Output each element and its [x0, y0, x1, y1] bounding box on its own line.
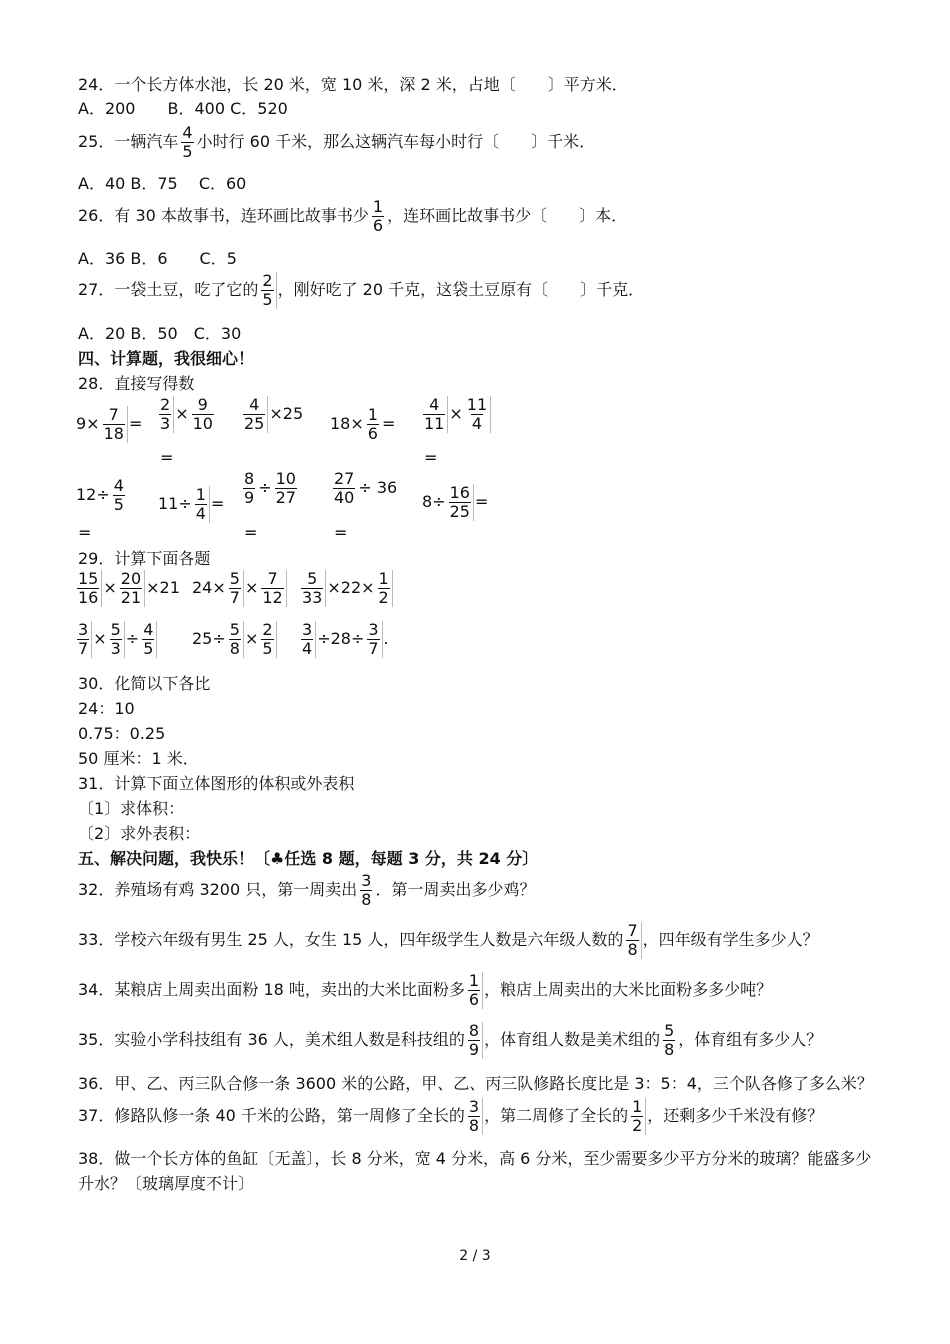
- q33: [78, 922, 819, 959]
- operator: ×: [449, 404, 463, 423]
- numerator: 1: [468, 971, 480, 990]
- q33-post: ，四年级有学生多少人？: [642, 930, 819, 949]
- operator: ×: [93, 629, 107, 648]
- denominator: 25: [449, 502, 470, 521]
- fraction: [108, 621, 125, 658]
- numerator: 2: [160, 395, 171, 414]
- equals-sign: =: [78, 523, 92, 542]
- q27-pre: 27．一袋土豆，吃了它的: [78, 280, 259, 299]
- denominator: 5: [262, 290, 273, 309]
- fraction: [259, 621, 276, 658]
- fraction: [241, 470, 257, 507]
- denominator: 8: [468, 1116, 480, 1135]
- q32-pre: 32．养殖场有鸡 3200 只，第一周卖出: [78, 880, 358, 899]
- q28-r1-e4: [330, 406, 395, 443]
- equals-sign: =: [160, 448, 174, 467]
- numerator: 8: [468, 1021, 480, 1040]
- expr-middle: ÷28÷: [317, 629, 365, 648]
- expr-suffix: ×21: [146, 578, 180, 597]
- numerator: 4: [249, 395, 260, 414]
- q31-part-1: 〔1〕求体积：: [78, 799, 185, 818]
- denominator: 33: [302, 588, 323, 607]
- q35-pre: 35．实验小学科技组有 36 人，美术组人数是科技组的: [78, 1030, 465, 1049]
- fraction: [190, 396, 216, 433]
- operator: ×: [103, 578, 117, 597]
- denominator: 25: [244, 414, 265, 433]
- fraction: [624, 922, 641, 959]
- q34-pre: 34．某粮店上周卖出面粉 18 吨，卖出的大米比面粉多: [78, 980, 465, 999]
- denominator: 7: [78, 639, 89, 658]
- q28-r1-e5: [420, 396, 492, 433]
- q25: [78, 124, 595, 161]
- numerator: 9: [197, 395, 208, 414]
- numerator: 3: [468, 1097, 480, 1116]
- q32: [78, 872, 535, 909]
- numerator: 5: [307, 569, 318, 588]
- q24-options: A．200 B．400 C．520: [78, 99, 288, 118]
- q28-title: 28．直接写得数: [78, 374, 195, 393]
- fraction: [365, 406, 381, 443]
- denominator: 10: [192, 414, 213, 433]
- expr-suffix: .: [383, 629, 389, 648]
- operator: ÷: [125, 629, 140, 648]
- q34: [78, 972, 772, 1009]
- expr-prefix: 11÷: [158, 494, 192, 513]
- numerator: 1: [195, 485, 206, 504]
- expr-prefix: 18×: [330, 414, 364, 433]
- fraction: [299, 570, 326, 607]
- q25-post: 小时行 60 千米，那么这辆汽车每小时行〔 〕千米．: [196, 132, 596, 151]
- denominator: 6: [372, 216, 384, 235]
- q30-ratio-b: 0.75：0.25: [78, 724, 166, 743]
- fraction: [299, 621, 316, 658]
- denominator: 27: [275, 488, 296, 507]
- q29-expr-1: [74, 570, 180, 607]
- q29-title: 29．计算下面各题: [78, 549, 211, 568]
- numerator: 8: [244, 469, 255, 488]
- q28-r2-e1: [76, 477, 128, 514]
- denominator: 6: [367, 424, 378, 443]
- q29-expr-2: [192, 570, 288, 607]
- operator: ×: [244, 629, 259, 648]
- q28-r2-e5: [422, 484, 488, 521]
- q37: [78, 1098, 823, 1135]
- numerator: 5: [229, 620, 240, 639]
- numerator: 5: [110, 620, 121, 639]
- expr-suffix: ×25: [269, 404, 304, 423]
- q26-pre: 26．有 30 本故事书，连环画比故事书少: [78, 206, 369, 225]
- expr-suffix: =: [128, 414, 143, 433]
- fraction: [140, 621, 157, 658]
- fraction: [118, 570, 145, 607]
- fraction: [273, 470, 299, 507]
- numerator: 1: [372, 197, 384, 216]
- q28-r2-e3: [240, 470, 300, 507]
- q33-pre: 33．学校六年级有男生 25 人，女生 15 人，四年级学生人数是六年级人数的: [78, 930, 624, 949]
- denominator: 4: [302, 639, 313, 658]
- equals-sign: =: [244, 523, 258, 542]
- numerator: 5: [229, 569, 240, 588]
- fraction: [111, 477, 127, 514]
- fraction: [193, 486, 210, 523]
- expr-prefix: 25÷: [192, 629, 226, 648]
- denominator: 11: [424, 414, 445, 433]
- q26-options: A．36 B．6 C．5: [78, 249, 237, 268]
- equals-sign: =: [334, 523, 348, 542]
- q37-pre: 37．修路队修一条 40 千米的公路，第一周修了全长的: [78, 1106, 465, 1125]
- numerator: 4: [182, 123, 193, 142]
- q24-text: 24．一个长方体水池，长 20 米，宽 10 米，深 2 米，占地〔 〕平方米．: [78, 75, 628, 94]
- page-number: 2 / 3: [459, 1248, 491, 1264]
- numerator: 3: [78, 620, 89, 639]
- section-4-title: 四、计算题，我很细心！: [78, 349, 255, 368]
- denominator: 18: [103, 424, 124, 443]
- q25-pre: 25．一辆汽车: [78, 132, 179, 151]
- q28-r1-e1: [76, 406, 142, 443]
- q28-r2-e2: [158, 486, 224, 523]
- section-5-title: 五、解决问题，我快乐！〔♣任选 8 题，每题 3 分，共 24 分〕: [78, 849, 539, 868]
- numerator: 20: [120, 569, 142, 588]
- denominator: 16: [78, 588, 99, 607]
- fraction: [376, 570, 393, 607]
- expr-prefix: 12÷: [76, 485, 110, 504]
- expr-prefix: 9×: [76, 414, 100, 433]
- fraction: [157, 396, 174, 433]
- numerator: 3: [361, 871, 372, 890]
- fraction: [466, 972, 483, 1009]
- q27-post: ，刚好吃了 20 千克，这袋土豆原有〔 〕千克．: [277, 280, 645, 299]
- q25-options: A．40 B．75 C．60: [78, 174, 247, 193]
- fraction: [75, 570, 102, 607]
- fraction: [241, 396, 268, 433]
- numerator: 16: [449, 483, 470, 502]
- q29-expr-6: [298, 621, 389, 658]
- q35: [78, 1022, 822, 1059]
- denominator: 8: [361, 890, 372, 909]
- operator: ×: [175, 404, 189, 423]
- expr-prefix: 24×: [192, 578, 226, 597]
- q28-r2-e4: [330, 470, 397, 507]
- q30-ratio-c: 50 厘米：1 米．: [78, 749, 199, 768]
- numerator: 11: [466, 395, 488, 414]
- numerator: 15: [78, 569, 99, 588]
- fraction: [466, 1098, 483, 1135]
- q29-expr-5: [192, 621, 278, 658]
- operator: ×: [244, 578, 259, 597]
- q29-expr-3: [298, 570, 394, 607]
- fraction: [370, 198, 386, 235]
- denominator: 4: [471, 414, 483, 433]
- denominator: 6: [468, 990, 480, 1009]
- numerator: 4: [429, 395, 440, 414]
- numerator: 7: [627, 921, 638, 940]
- q37-post: ，还剩多少千米没有修？: [647, 1106, 824, 1125]
- denominator: 9: [244, 488, 255, 507]
- denominator: 2: [632, 1116, 643, 1135]
- fraction: [661, 1022, 677, 1059]
- denominator: 3: [110, 639, 121, 658]
- fraction: [464, 396, 491, 433]
- q37-mid: ，第二周修了全长的: [484, 1106, 629, 1125]
- numerator: 1: [367, 405, 378, 424]
- q35-mid: ，体育组人数是美术组的: [484, 1030, 661, 1049]
- q31-title: 31．计算下面立体图形的体积或外表积: [78, 774, 355, 793]
- denominator: 7: [229, 588, 240, 607]
- denominator: 5: [143, 639, 154, 658]
- fraction: [629, 1098, 646, 1135]
- fraction: [227, 621, 244, 658]
- q38-line-1: 38．做一个长方体的鱼缸〔无盖〕，长 8 分米，宽 4 分米，高 6 分米，至少需要多少平方分米的玻璃？能盛多少: [78, 1149, 872, 1168]
- fraction: [365, 621, 382, 658]
- numerator: 7: [267, 569, 278, 588]
- fraction: [331, 470, 357, 507]
- denominator: 8: [627, 940, 638, 959]
- numerator: 5: [664, 1021, 675, 1040]
- denominator: 40: [334, 488, 355, 507]
- q26-post: ，连环画比故事书少〔 〕本．: [387, 206, 628, 225]
- denominator: 21: [120, 588, 142, 607]
- denominator: 5: [182, 142, 193, 161]
- denominator: 7: [368, 639, 379, 658]
- q30-ratio-a: 24：10: [78, 699, 135, 718]
- q32-post: ．第一周卖出多少鸡？: [375, 880, 536, 899]
- fraction: [75, 621, 92, 658]
- q34-post: ，粮店上周卖出的大米比面粉多多少吨？: [484, 980, 773, 999]
- q27: [78, 272, 644, 309]
- denominator: 2: [378, 588, 389, 607]
- denominator: 5: [113, 495, 124, 514]
- denominator: 9: [468, 1040, 480, 1059]
- expr-middle: ×22×: [327, 578, 375, 597]
- numerator: 1: [378, 569, 389, 588]
- numerator: 2: [262, 620, 273, 639]
- numerator: 1: [632, 1097, 643, 1116]
- numerator: 3: [368, 620, 379, 639]
- q28-r1-e3: [240, 396, 303, 433]
- numerator: 27: [334, 469, 355, 488]
- operator: ÷: [258, 478, 272, 497]
- numerator: 10: [275, 469, 296, 488]
- numerator: 2: [262, 271, 273, 290]
- equals-sign: =: [424, 448, 438, 467]
- fraction: [101, 406, 128, 443]
- numerator: 7: [108, 405, 119, 424]
- fraction: [259, 570, 286, 607]
- fraction: [179, 124, 195, 161]
- fraction: [447, 484, 474, 521]
- expr-prefix: 8÷: [422, 492, 446, 511]
- denominator: 12: [262, 588, 283, 607]
- expr-suffix: =: [474, 492, 489, 511]
- denominator: 8: [664, 1040, 675, 1059]
- denominator: 5: [262, 639, 273, 658]
- q36-text: 36．甲、乙、丙三队合修一条 3600 米的公路，甲、乙、丙三队修路长度比是 3：5：4，三个队各修了多么米？: [78, 1074, 873, 1093]
- q26: [78, 198, 627, 235]
- denominator: 3: [160, 414, 171, 433]
- numerator: 3: [302, 620, 313, 639]
- expr-suffix: =: [381, 414, 396, 433]
- expr-suffix: ÷ 36: [358, 478, 398, 497]
- denominator: 4: [195, 504, 206, 523]
- fraction: [421, 396, 448, 433]
- q28-r1-e2: [156, 396, 217, 433]
- numerator: 4: [113, 476, 124, 495]
- fraction: [259, 272, 276, 309]
- q27-options: A．20 B．50 C．30: [78, 324, 242, 343]
- fraction: [227, 570, 244, 607]
- q38-line-2: 升水？〔玻璃厚度不计〕: [78, 1174, 255, 1193]
- fraction: [358, 872, 374, 909]
- expr-suffix: =: [210, 494, 225, 513]
- denominator: 8: [229, 639, 240, 658]
- q30-title: 30．化简以下各比: [78, 674, 211, 693]
- numerator: 4: [143, 620, 154, 639]
- q29-expr-4: [74, 621, 158, 658]
- q35-post: ，体育组有多少人？: [678, 1030, 823, 1049]
- q31-part-2: 〔2〕求外表积：: [78, 824, 201, 843]
- fraction: [466, 1022, 483, 1059]
